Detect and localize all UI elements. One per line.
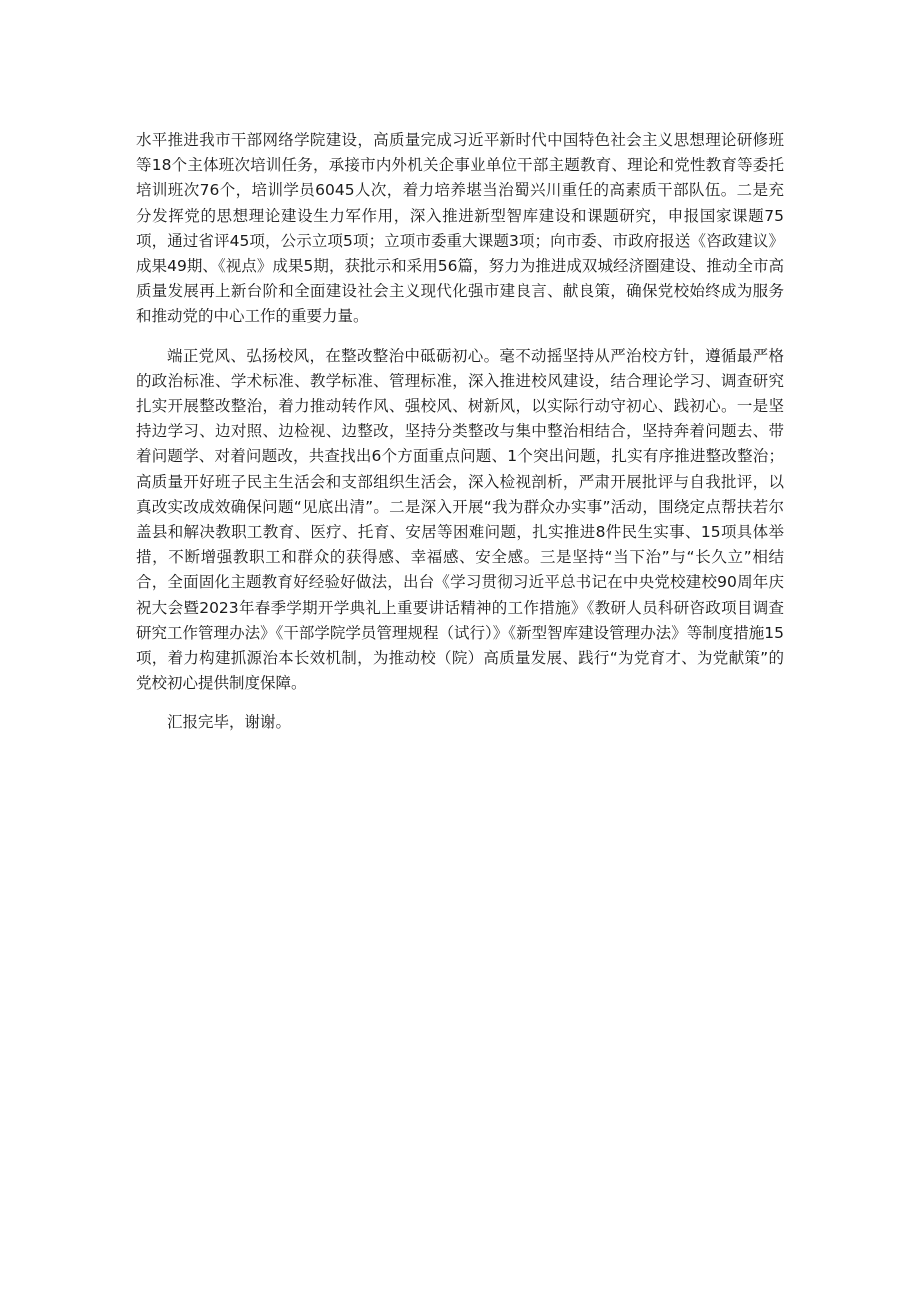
paragraph-party-style: 端正党风、弘扬校风，在整改整治中砥砺初心。毫不动摇坚持从严治校方针，遵循最严格的政治标准、学术标准、教学标准、管理标准，深入推进校风建设，结合理论学习、调查研究扎实开展整改整治，着力推动转作风、强校风、树新风，以实际行动守初心、践初心。一是坚持边学习、边对照、边检视、边整改，坚持分类整改与集中整治相结合，坚持奔着问题去、带着问题学、对着问题改，共查找出6个方面重点问题、1个突出问题，扎实有序推进整改整治；高质量开好班子民主生活会和支部组织生活会，深入检视剖析，严肃开展批评与自我批评，以真改实改成效确保问题“见底出清”。二是深入开展“我为群众办实事”活动，围绕定点帮扶若尔盖县和解决教职工教育、医疗、托育、安居等困难问题，扎实推进8件民生实事、15项具体举措，不断增强教职工和群众的获得感、幸福感、安全感。三是坚持“当下治”与“长久立”相结合，全面固化主题教育好经验好做法，出台《学习贯彻习近平总书记在中央党校建校90周年庆祝大会暨2023年春季学期开学典礼上重要讲话精神的工作措施》《教研人员科研咨政项目调查研究工作管理办法》《干部学院学员管理规程（试行）》《新型智库建设管理办法》等制度措施15项，着力构建抓源治本长效机制，为推动校（院）高质量发展、践行“为党育才、为党献策”的党校初心提供制度保障。 bbox=[136, 346, 784, 693]
paragraph-closing: 汇报完毕，谢谢。 bbox=[167, 713, 292, 732]
paragraph-continuation: 水平推进我市干部网络学院建设，高质量完成习近平新时代中国特色社会主义思想理论研修班等18个主体班次培训任务，承接市内外机关企事业单位干部主题教育、理论和党性教育等委托培训班次76个，培训学员6045人次，着力培养堪当治蜀兴川重任的高素质干部队伍。二是充分发挥党的思想理论建设生力军作用，深入推进新型智库建设和课题研究，申报国家课题75项，通过省评45项，公示立项5项；立项市委重大课题3项；向市委、市政府报送《咨政建议》成果49期、《视点》成果5期，获批示和采用56篇，努力为推进成双城经济圈建设、推动全市高质量发展再上新台阶和全面建设社会主义现代化强市建良言、献良策，确保党校始终成为服务和推动党的中心工作的重要力量。 bbox=[136, 131, 784, 326]
document-body bbox=[136, 128, 784, 750]
